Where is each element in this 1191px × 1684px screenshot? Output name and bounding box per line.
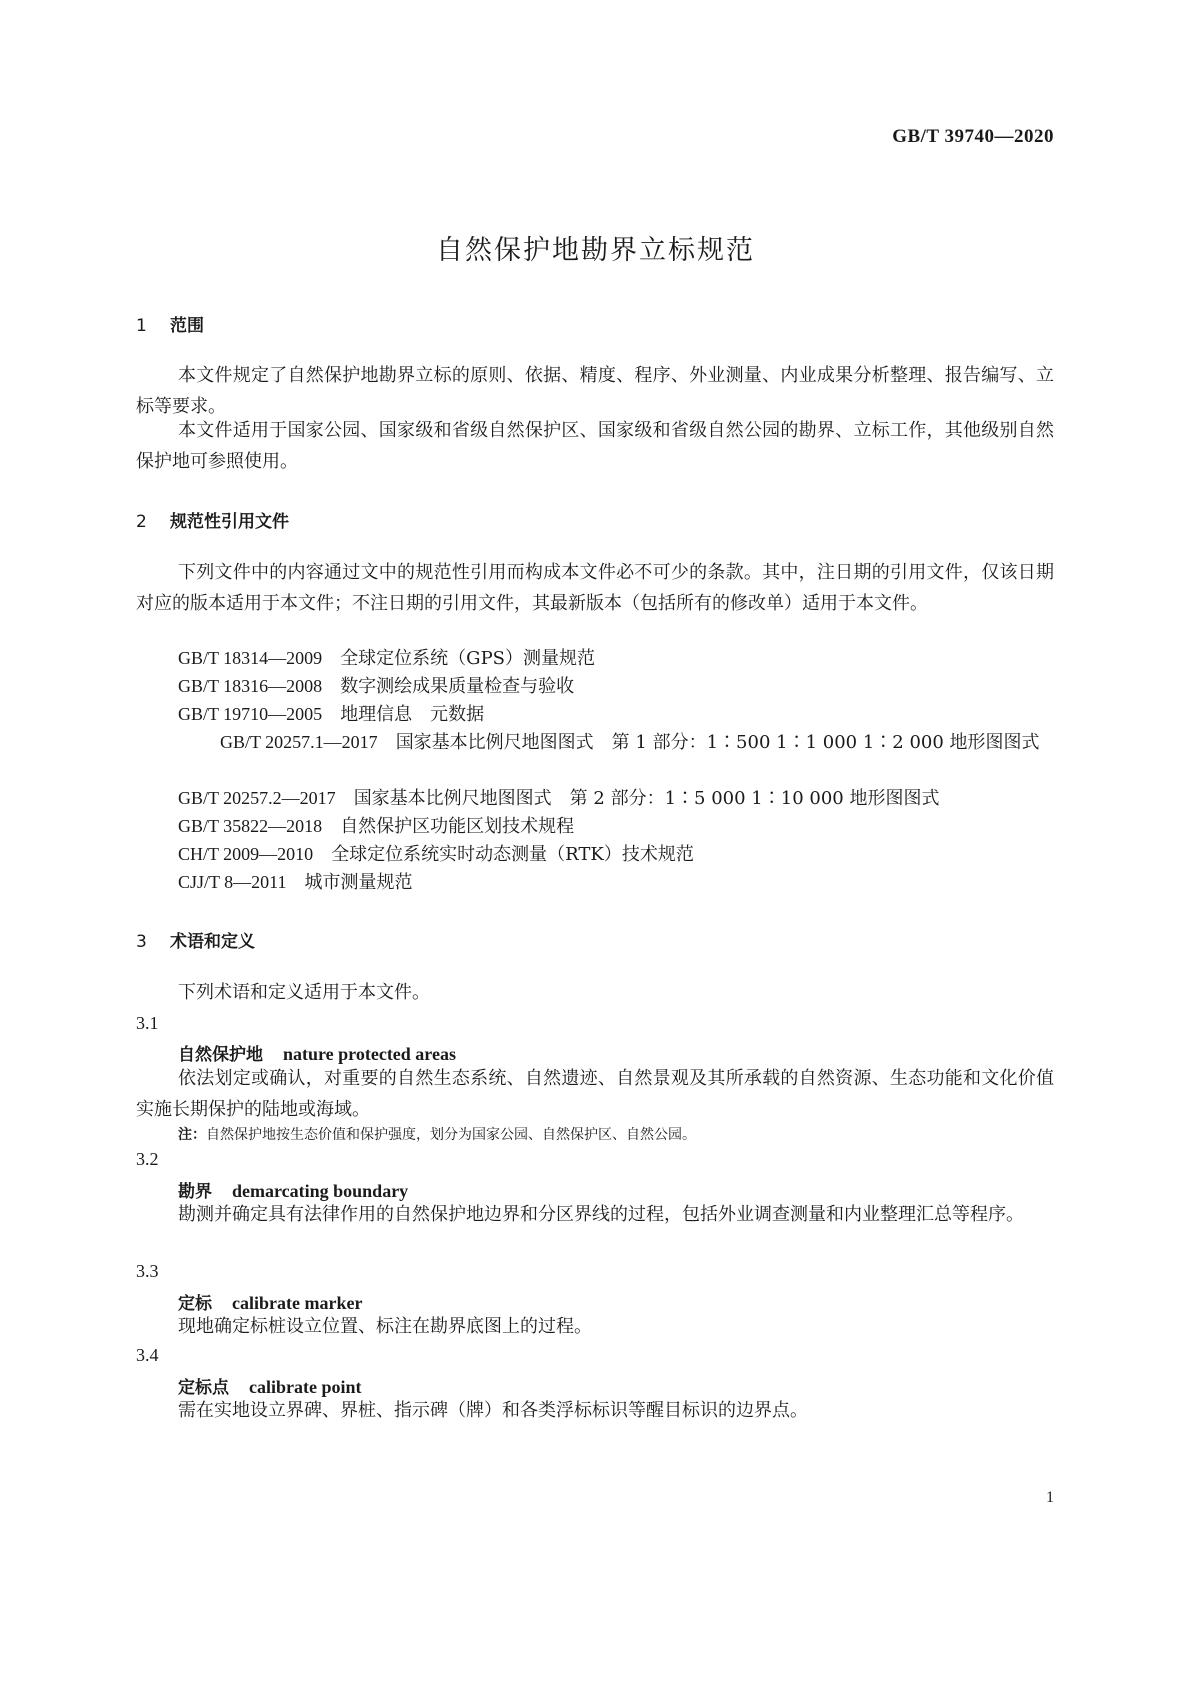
reference-name: 自然保护区功能区划技术规程 [340,816,575,837]
term-number: 3.2 [136,1149,159,1169]
section-2-heading [136,507,289,532]
reference-name: 数字测绘成果质量检查与验收 [340,676,575,697]
reference-name: 全球定位系统实时动态测量（RTK）技术规范 [331,844,694,865]
term-number: 3.1 [136,1013,159,1033]
term-definition: 现地确定标桩设立位置、标注在勘界底图上的过程。 [178,1316,592,1337]
term-definition: 依法划定或确认，对重要的自然生态系统、自然遗迹、自然景观及其所承载的自然资源、生态功能和文化价值实施长期保护的陆地或海域。 [136,1068,1054,1120]
section-1-heading [136,311,204,336]
note-label: 注： [178,1127,206,1143]
document-title: 自然保护地勘界立标规范 [436,235,755,266]
term-number: 3.4 [136,1345,159,1365]
term-definition: 需在实地设立界碑、界桩、指示碑（牌）和各类浮标标识等醒目标识的边界点。 [178,1400,808,1421]
reference-item [178,671,1054,702]
section-title: 范围 [170,316,204,336]
term-en: calibrate marker [232,1293,363,1313]
reference-name: 城市测量规范 [304,872,413,893]
term-zh: 自然保护地 [178,1045,263,1065]
reference-item [178,699,1054,730]
reference-code: GB/T 19710—2005 [178,704,323,724]
section-title: 术语和定义 [170,932,255,952]
reference-item [178,867,1054,898]
reference-item [136,727,1054,758]
reference-code: GB/T 35822—2018 [178,816,323,836]
term-zh: 勘界 [178,1182,212,1202]
reference-name: 地理信息 元数据 [340,704,485,725]
reference-item [178,839,1054,870]
term-entry [178,1040,456,1065]
section-number: 3 [136,932,147,952]
term-en: demarcating boundary [232,1181,409,1201]
reference-name: 国家基本比例尺地图图式 第 1 部分：1∶500 1∶1 000 1∶2 000 地形图图式 [395,732,1040,753]
reference-code: GB/T 18314—2009 [178,648,323,668]
paragraph: 下列术语和定义适用于本文件。 [178,982,430,1003]
section-number: 1 [136,316,147,336]
reference-code: CH/T 2009—2010 [178,844,314,864]
reference-item [178,783,1054,814]
paragraph: 下列文件中的内容通过文中的规范性引用而构成本文件必不可少的条款。其中，注日期的引用文件，仅该日期对应的版本适用于本文件；不注日期的引用文件，其最新版本（包括所有的修改单）适用于本文件。 [136,562,1054,614]
paragraph: 本文件规定了自然保护地勘界立标的原则、依据、精度、程序、外业测量、内业成果分析整理、报告编写、立标等要求。 [136,365,1054,417]
reference-name: 全球定位系统（GPS）测量规范 [340,648,596,669]
term-en: calibrate point [249,1377,362,1397]
term-number: 3.3 [136,1261,159,1281]
paragraph: 本文件适用于国家公园、国家级和省级自然保护区、国家级和省级自然公园的勘界、立标工作，其他级别自然保护地可参照使用。 [136,420,1054,472]
note [178,1124,696,1144]
reference-code: GB/T 20257.2—2017 [178,788,336,808]
reference-item [178,811,1054,842]
reference-item [178,643,1054,674]
note-text: 自然保护地按生态价值和保护强度，划分为国家公园、自然保护区、自然公园。 [206,1127,696,1143]
section-title: 规范性引用文件 [170,512,289,532]
term-definition: 勘测并确定具有法律作用的自然保护地边界和分区界线的过程，包括外业调查测量和内业整理汇总等程序。 [178,1204,1024,1225]
reference-code: GB/T 18316—2008 [178,676,323,696]
section-3-heading [136,927,255,952]
term-zh: 定标点 [178,1378,229,1398]
term-zh: 定标 [178,1294,212,1314]
term-en: nature protected areas [283,1044,456,1064]
reference-code: GB/T 20257.1—2017 [220,732,378,752]
reference-code: CJJ/T 8—2011 [178,872,287,892]
standard-code: GB/T 39740—2020 [892,126,1054,147]
page-number: 1 [1046,1489,1054,1506]
section-number: 2 [136,512,147,532]
reference-name: 国家基本比例尺地图图式 第 2 部分：1∶5 000 1∶10 000 地形图图式 [353,788,940,809]
